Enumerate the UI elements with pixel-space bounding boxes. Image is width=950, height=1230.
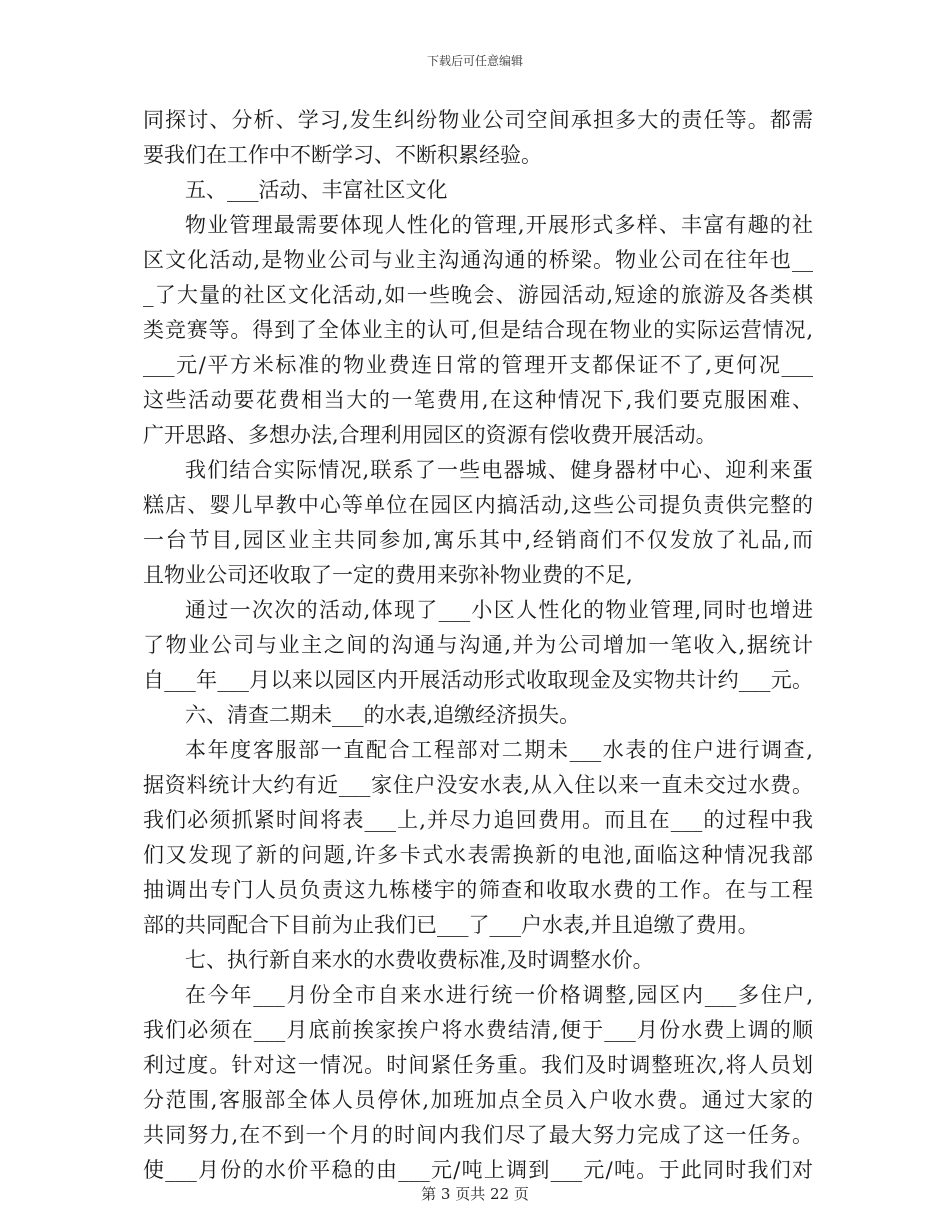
text-line: 利过度。针对这一情况。时间紧任务重。我们及时调整班次,将人员划 (143, 1053, 813, 1077)
text-line: 们又发现了新的问题,许多卡式水表需换新的电池,面临这种情况我部 (143, 843, 813, 867)
text-line: 了物业公司与业主之间的沟通与沟通,并为公司增加一笔收入,据统计 (143, 633, 813, 657)
text-line: 抽调出专门人员负责这九栋楼宇的筛查和收取水费的工作。在与工程 (143, 878, 813, 902)
text-line: 在今年___月份全市自来水进行统一价格调整,园区内___多住户, (185, 983, 813, 1007)
text-line: 我们必须在___月底前挨家挨户将水费结清,便于___月份水费上调的顺 (143, 1018, 813, 1042)
text-line: 分范围,客服部全体人员停休,加班加点全员入户收水费。通过大家的 (143, 1088, 813, 1112)
text-line: 同探讨、分析、学习,发生纠纷物业公司空间承担多大的责任等。都需 (143, 108, 813, 132)
text-line: 这些活动要花费相当大的一笔费用,在这种情况下,我们要克服困难、 (143, 388, 813, 412)
text-line: 类竞赛等。得到了全体业主的认可,但是结合现在物业的实际运营情况, (143, 318, 813, 342)
text-line: 据资料统计大约有近___家住户没安水表,从入住以来一直未交过水费。 (143, 773, 813, 797)
text-line: 一台节目,园区业主共同参加,寓乐其中,经销商们不仅发放了礼品,而 (143, 528, 813, 552)
text-line: 六、清查二期未___的水表,追缴经济损失。 (185, 703, 581, 727)
page-footer (0, 1183, 950, 1204)
text-line: 且物业公司还收取了一定的费用来弥补物业费的不足, (143, 563, 633, 587)
text-line: 五、___活动、丰富社区文化 (185, 178, 448, 202)
text-line: 要我们在工作中不断学习、不断积累经验。 (143, 143, 542, 167)
text-line: 共同努力,在不到一个月的时间内我们尽了最大努力完成了这一任务。 (143, 1123, 813, 1147)
text-line: 广开思路、多想办法,合理利用园区的资源有偿收费开展活动。 (143, 423, 717, 447)
text-line: 糕店、婴儿早教中心等单位在园区内搞活动,这些公司提负责供完整的 (143, 493, 813, 517)
text-line: _了大量的社区文化活动,如一些晚会、游园活动,短途的旅游及各类棋 (143, 283, 813, 307)
document-body (143, 103, 813, 1188)
text-line: 物业管理最需要体现人性化的管理,开展形式多样、丰富有趣的社 (185, 213, 813, 237)
text-line: 通过一次次的活动,体现了___小区人性化的物业管理,同时也增进 (185, 598, 813, 622)
header-note: 下载后可任意编辑 (426, 54, 523, 68)
text-line: 使___月份的水价平稳的由___元/吨上调到___元/吨。于此同时我们对 (143, 1158, 813, 1182)
text-line: 区文化活动,是物业公司与业主沟通沟通的桥梁。物业公司在往年也__ (143, 248, 813, 272)
text-line: 自___年___月以来以园区内开展活动形式收取现金及实物共计约___元。 (143, 668, 813, 692)
text-line: 我们结合实际情况,联系了一些电器城、健身器材中心、迎利来蛋 (185, 458, 813, 482)
text-line: 我们必须抓紧时间将表___上,并尽力追回费用。而且在___的过程中我 (143, 808, 813, 832)
page-number: 第 3 页共 22 页 (421, 1185, 529, 1203)
text-line: 部的共同配合下目前为止我们已___了___户水表,并且追缴了费用。 (143, 913, 759, 937)
text-line: 七、执行新自来水的水费收费标准,及时调整水价。 (185, 948, 654, 972)
text-line: ___元/平方米标准的物业费连日常的管理开支都保证不了,更何况___ (143, 353, 813, 377)
page-header (0, 52, 950, 69)
text-line: 本年度客服部一直配合工程部对二期未___水表的住户进行调查, (185, 738, 813, 762)
